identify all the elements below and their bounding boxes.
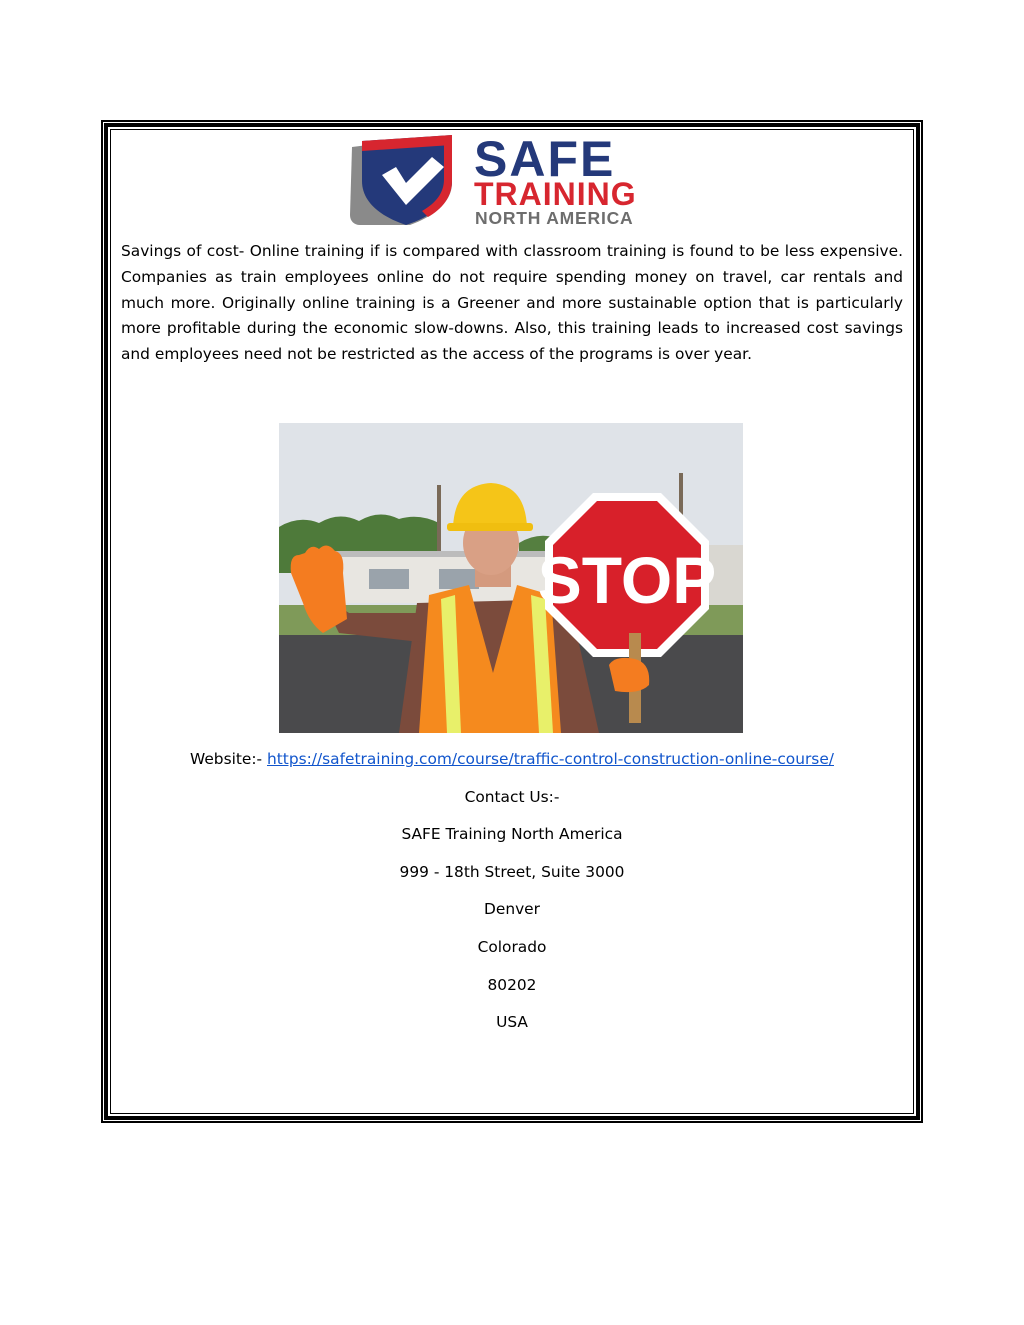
website-line xyxy=(110,749,914,769)
body-paragraph: Savings of cost- Online training if is compared with classroom training is found to be less expensive. Companies as train employees online do not require spending money on travel, car rentals and much more. Originally online training is a Greener and more sustainable option that is particularly more profitable during the economic slow-downs. Also, this training leads to increased cost savings and employees need not be restricted as the access of the programs is over year. xyxy=(121,242,903,364)
contact-state: Colorado xyxy=(477,938,547,956)
logo-line2: TRAINING xyxy=(474,176,637,212)
contact-heading: Contact Us:- xyxy=(464,788,560,806)
safe-training-logo xyxy=(348,131,678,227)
contact-street: 999 - 18th Street, Suite 3000 xyxy=(399,863,625,881)
contact-city: Denver xyxy=(484,900,540,918)
stop-sign-text: STOP xyxy=(537,543,717,617)
logo-line3: NORTH AMERICA xyxy=(475,208,634,227)
logo-line1: SAFE xyxy=(474,131,616,187)
website-label: Website:- xyxy=(190,750,267,768)
contact-zip: 80202 xyxy=(487,976,537,994)
flagger-photo xyxy=(279,423,743,733)
contact-company: SAFE Training North America xyxy=(401,825,623,843)
contact-country: USA xyxy=(496,1013,528,1031)
website-link[interactable]: https://safetraining.com/course/traffic-control-construction-online-course/ xyxy=(267,750,834,768)
